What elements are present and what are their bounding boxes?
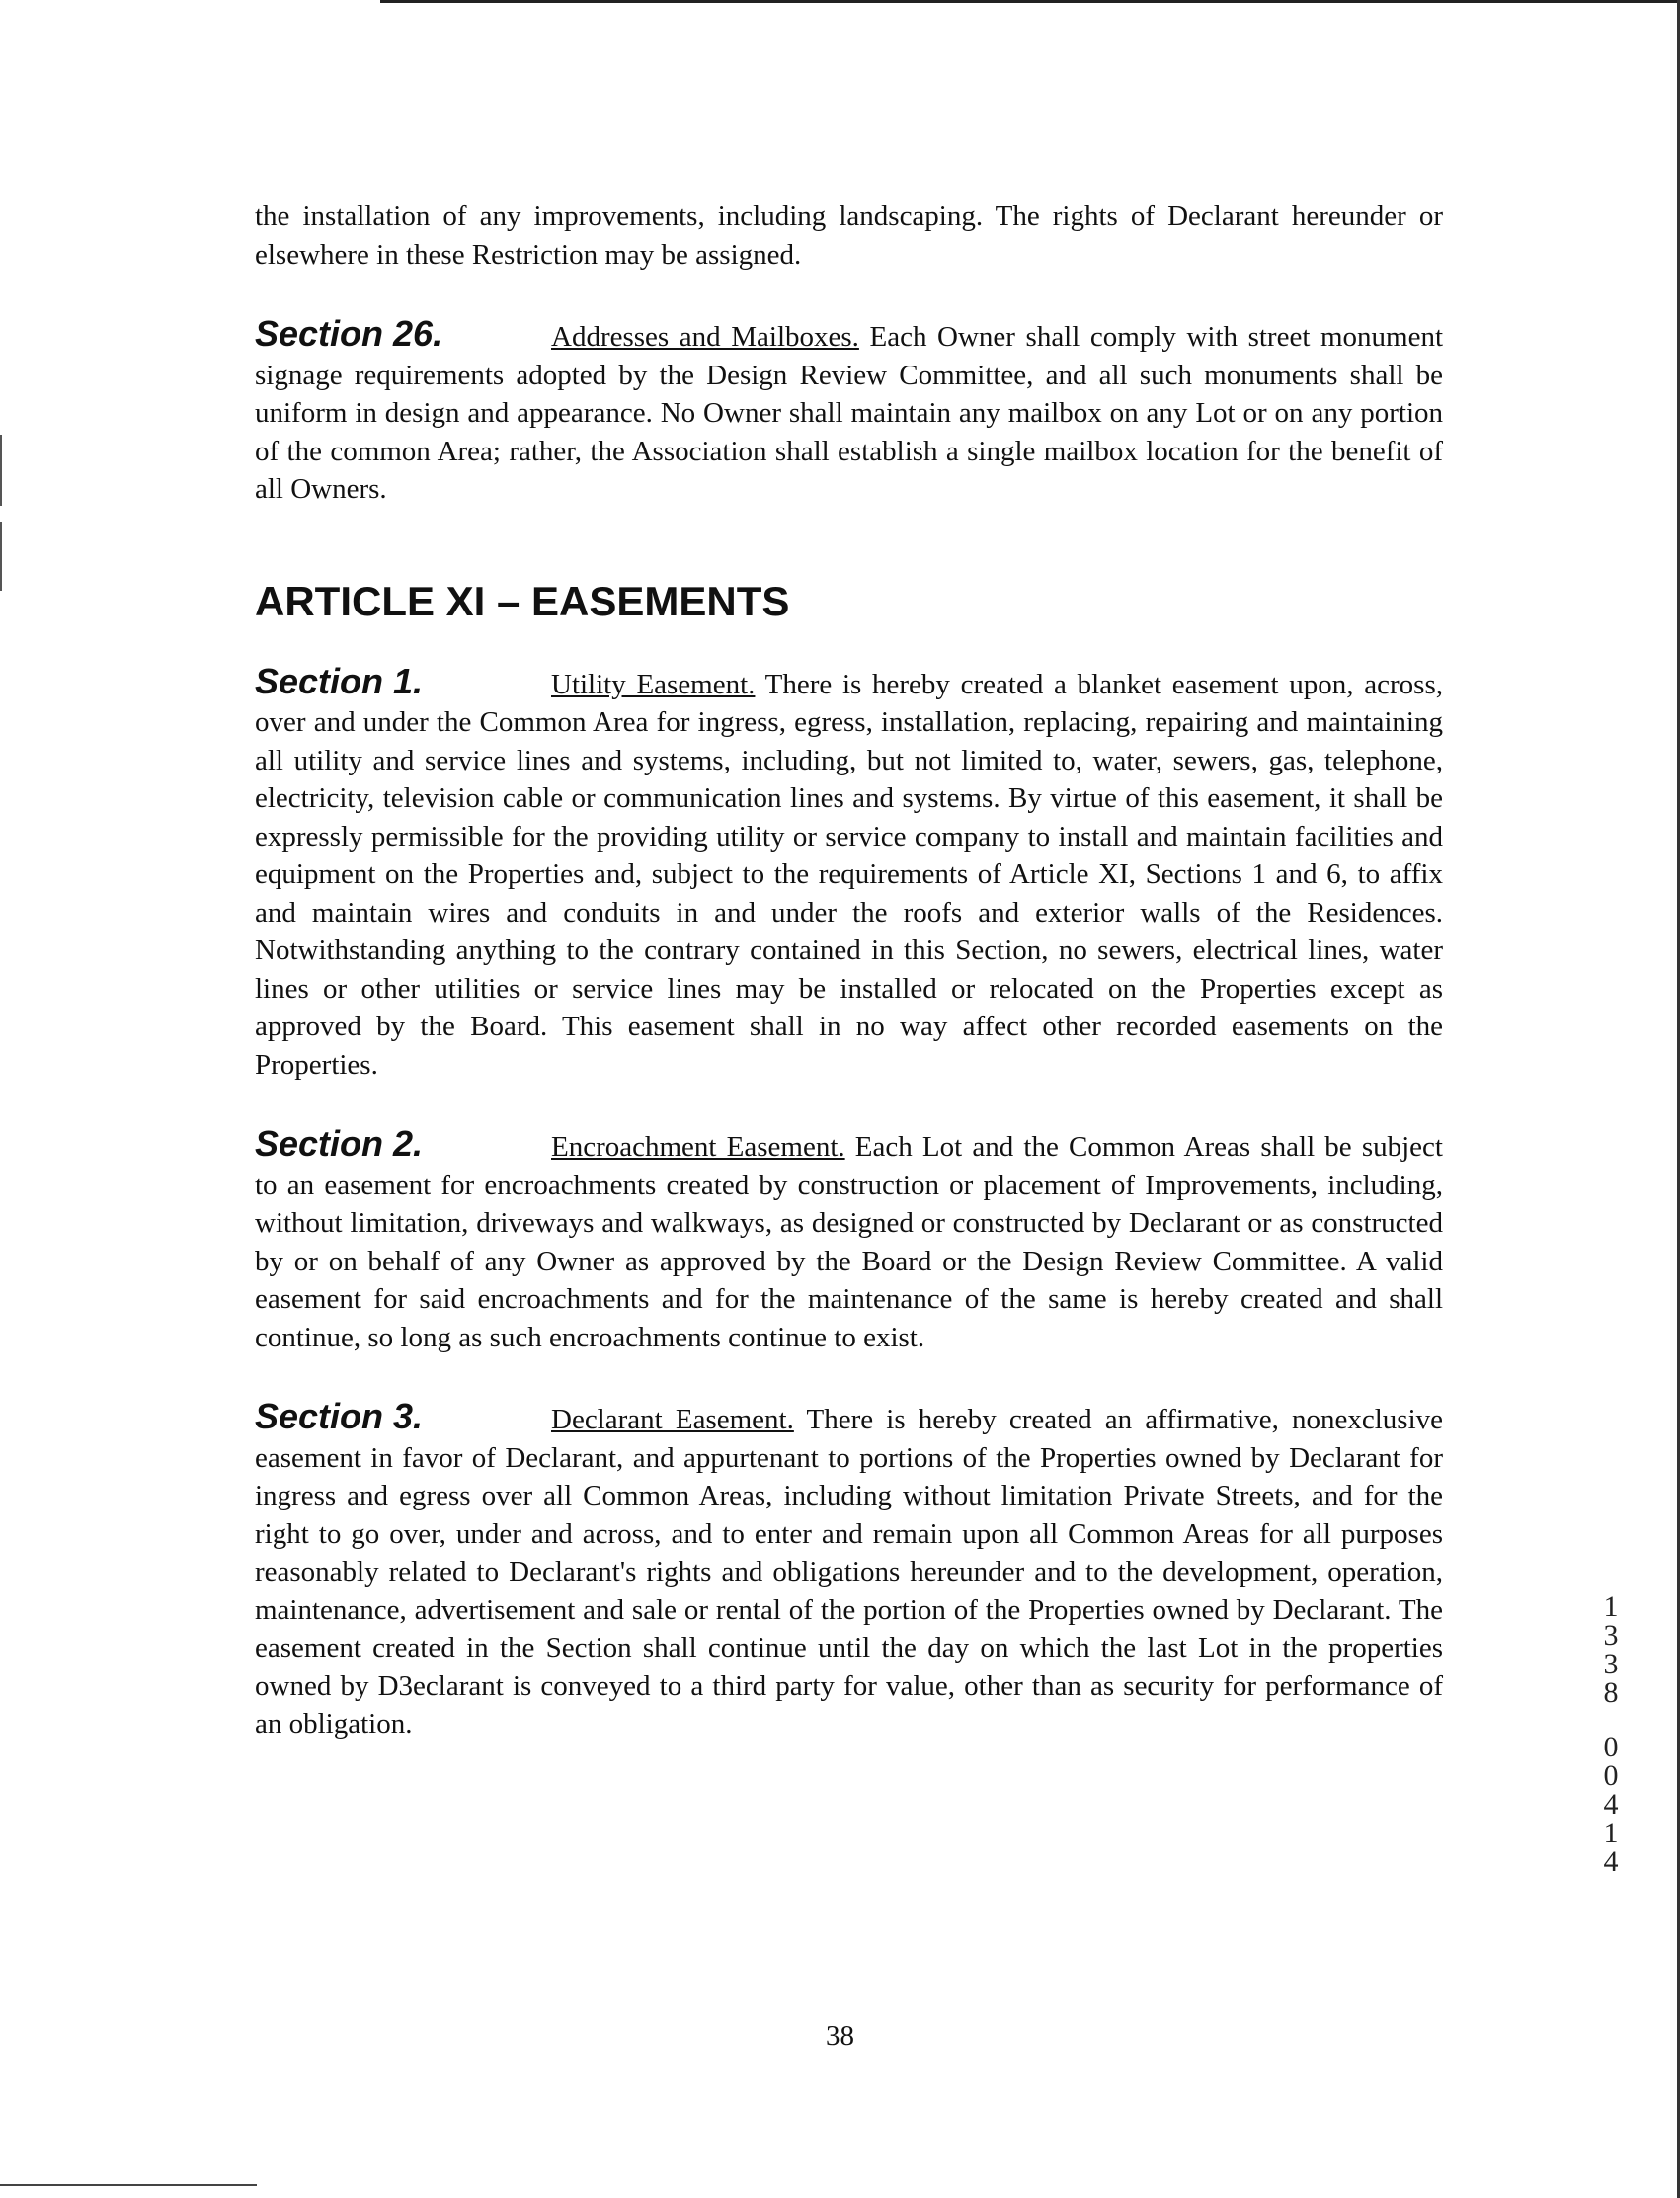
scan-top-border	[380, 0, 1680, 3]
stamp-digit: 4	[1603, 1845, 1619, 1878]
recording-stamp	[1593, 1592, 1629, 1876]
section-1-body: There is hereby created a blanket easement upon, across, over and under the Common Area for ingress, egress, installation, replacing, repairing and maintaining all utility and service lines and systems, including, but not limited to, water, sewers, gas, telephone, electricity, television cable or communication lines and systems. By virtue of this easement, it shall be expressly permissible for the providing utility or service company to install and maintain facilities and equipment on the Properties and, subject to the requirements of Article XI, Sections 1 and 6, to affix and maintain wires and conduits in and under the roofs and exterior walls of the Residences. Notwithstanding anything to the contrary contained in this Section, no sewers, electrical lines, water lines or other utilities or service lines may be installed or relocated on the Properties except as approved by the Board. This easement shall in no way affect other recorded easements on the Properties.	[255, 668, 1443, 1081]
stamp-digit: 3	[1603, 1648, 1619, 1680]
page-number: 38	[826, 2020, 854, 2052]
section-2-title: Encroachment Easement.	[551, 1131, 845, 1163]
section-3-label: Section 3.	[255, 1396, 424, 1436]
stamp-digit: 3	[1603, 1619, 1619, 1652]
stamp-digit: 0	[1603, 1731, 1619, 1763]
section-1-paragraph	[255, 660, 1443, 1085]
section-1-title: Utility Easement.	[551, 668, 756, 700]
section-1-label: Section 1.	[255, 660, 424, 701]
section-2-body: Each Lot and the Common Areas shall be subject to an easement for encroachments created by construction or placement of Improvements, including, without limitation, driveways and walkways, as designed or constructed by Declarant or as constructed by or on behalf of any Owner as approved by the Board or the Design Review Committee. A valid easement for said encroachments and for the maintenance of the same is hereby created and shall continue, so long as such encroachments continue to exist.	[255, 1131, 1443, 1353]
section-26-paragraph	[255, 315, 1443, 509]
stamp-digit: 0	[1603, 1759, 1619, 1792]
scan-left-mark	[0, 522, 2, 591]
scan-bottom-border	[0, 2184, 257, 2186]
article-heading: ARTICLE XI – EASEMENTS	[255, 577, 790, 624]
section-3-paragraph	[255, 1398, 1443, 1744]
stamp-digit: 1	[1603, 1817, 1619, 1849]
section-3-title: Declarant Easement.	[551, 1404, 794, 1435]
intro-paragraph: the installation of any improvements, including landscaping. The rights of Declarant hereunder or elsewhere in these Restriction may be assigned.	[255, 201, 1443, 271]
stamp-digit: 8	[1603, 1676, 1619, 1709]
section-26-title: Addresses and Mailboxes.	[551, 321, 859, 353]
section-26-label: Section 26.	[255, 313, 443, 354]
section-2-label: Section 2.	[255, 1123, 424, 1164]
section-3-body: There is hereby created an affirmative, nonexclusive easement in favor of Declarant, and appurtenant to portions of the Properties owned by Declarant for ingress and egress over all Common Areas, including without limitation Private Streets, and for the right to go over, under and across, and to enter and remain upon all Common Areas for all purposes reasonably related to Declarant's rights and obligations hereunder and to the development, operation, maintenance, advertisement and sale or rental of the portion of the Properties owned by Declarant. The easement created in the Section shall continue until the day on which the last Lot in the properties owned by D3eclarant is conveyed to a third party for value, other than as security for performance of an obligation.	[255, 1404, 1443, 1740]
stamp-digit: 4	[1603, 1788, 1619, 1821]
stamp-digit: 1	[1603, 1590, 1619, 1623]
section-2-paragraph	[255, 1125, 1443, 1356]
scan-left-mark	[0, 435, 2, 506]
section-26-body: Each Owner shall comply with street monument signage requirements adopted by the Design Review Committee, and all such monuments shall be uniform in design and appearance. No Owner shall maintain any mailbox on any Lot or on any portion of the common Area; rather, the Association shall establish a single mailbox location for the benefit of all Owners.	[255, 321, 1443, 505]
document-page	[255, 198, 1443, 1744]
